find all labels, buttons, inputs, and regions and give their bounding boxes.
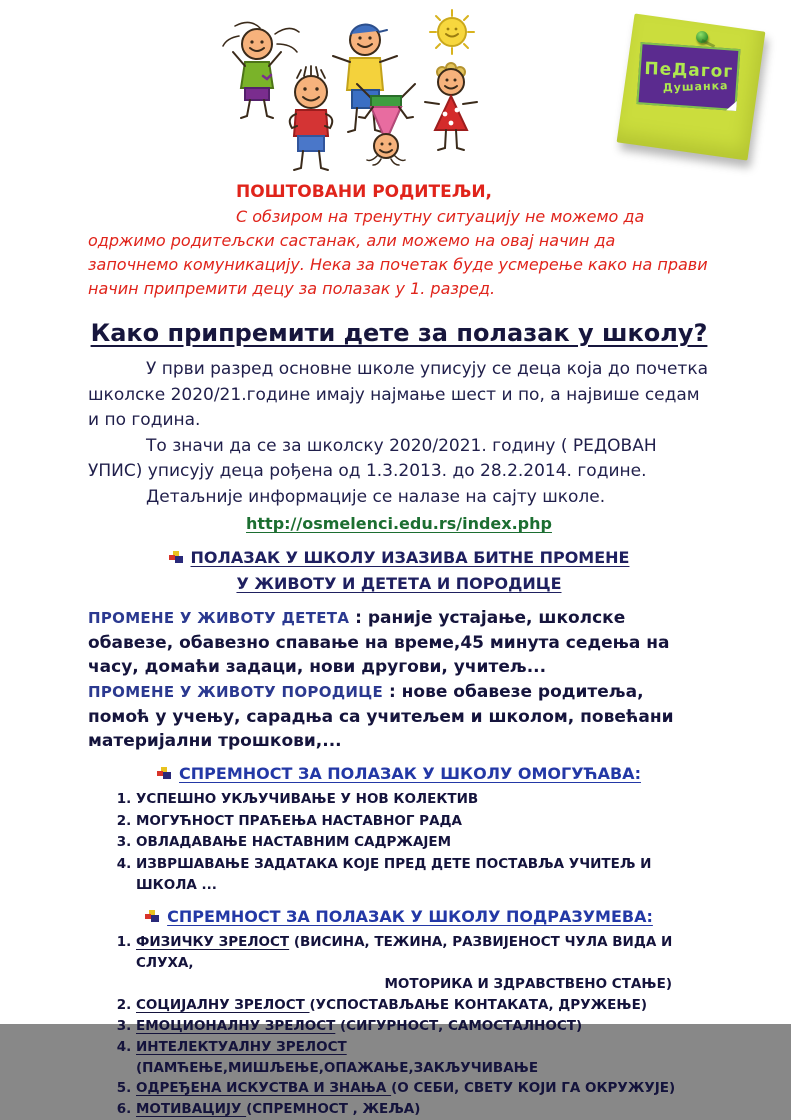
section-heading-implies: СПРЕМНОСТ ЗА ПОЛАЗАК У ШКОЛУ ПОДРАЗУМЕВА: — [88, 907, 710, 926]
page-title: Како припремити дете за полазак у школу? — [90, 319, 708, 347]
list-item: 2. СОЦИЈАЛНУ ЗРЕЛОСТ (УСПОСТАВЉАЊЕ КОНТАКАТА, ДРУЖЕЊЕ) — [136, 995, 710, 1016]
list-item: 1. ФИЗИЧКУ ЗРЕЛОСТ (ВИСИНА, ТЕЖИНА, РАЗВИЈЕНОСТ ЧУЛА ВИДА И СЛУХА, МОТОРИКА И ЗДРАВСТВЕНО СТАЊЕ) — [136, 932, 710, 995]
enables-list — [118, 789, 710, 897]
list-item-term: ЕМОЦИОНАЛНУ ЗРЕЛОСТ — [136, 1017, 336, 1034]
section-heading-changes-line1: ПОЛАЗАК У ШКОЛУ ИЗАЗИВА БИТНЕ ПРОМЕНЕ — [190, 548, 630, 567]
list-item: 2. МОГУЋНОСТ ПРАЋЕЊА НАСТАВНОГ РАДА — [136, 811, 710, 833]
pedagog-label-line1: ПеДагог — [644, 58, 734, 82]
pinwheel-bullet-icon — [157, 767, 171, 780]
enrollment-paragraph-1: У први разред основне школе уписују се деца која до почетка школске 2020/21.године имају најмање шест и по, а највише седам и по година. — [88, 359, 709, 430]
pinwheel-bullet-icon — [169, 551, 183, 564]
list-item: 1. УСПЕШНО УКЉУЧИВАЊЕ У НОВ КОЛЕКТИВ — [136, 789, 710, 811]
section-heading-changes — [88, 545, 710, 596]
list-item-term: ИНТЕЛЕКТУАЛНУ ЗРЕЛОСТ — [136, 1038, 347, 1055]
enrollment-paragraph-2: То значи да се за школску 2020/2021. годину ( РЕДОВАН УПИС) уписују деца рођена од 1.3.2013. до 28.2.2014. године. — [88, 435, 657, 481]
section-heading-changes-line2: У ЖИВОТУ И ДЕТЕТА И ПОРОДИЦЕ — [236, 573, 562, 593]
salutation: ПОШТОВАНИ РОДИТЕЉИ, — [236, 182, 493, 202]
list-item-term: СОЦИЈАЛНУ ЗРЕЛОСТ — [136, 996, 310, 1013]
school-site-link[interactable]: http://osmelenci.edu.rs/index.php — [246, 514, 552, 533]
list-item: 4. ИЗВРШАВАЊЕ ЗАДАТАКА КОЈЕ ПРЕД ДЕТЕ ПОСТАВЉА УЧИТЕЉ И ШКОЛА ... — [136, 854, 710, 897]
list-item-continuation: МОТОРИКА И ЗДРАВСТВЕНО СТАЊЕ) — [384, 975, 672, 992]
pinwheel-bullet-icon — [145, 910, 159, 923]
list-item: 4. ИНТЕЛЕКТУАЛНУ ЗРЕЛОСТ (ПАМЋЕЊЕ,МИШЉЕЊЕ,ОПАЖАЊЕ,ЗАКЉУЧИВАЊЕ — [136, 1037, 710, 1079]
section-heading-enables: СПРЕМНОСТ ЗА ПОЛАЗАК У ШКОЛУ ОМОГУЋАВА: — [88, 764, 710, 783]
list-item: 6. МОТИВАЦИЈУ (СПРЕМНОСТ , ЖЕЉА) — [136, 1099, 710, 1120]
school-site-link-line — [88, 514, 710, 533]
document-body — [88, 0, 710, 1120]
changes-family-text: : нове обавезе родитеља, помоћ у учењу, сарадња са учитељем и школом, повећани материјални трошкови,... — [88, 682, 674, 752]
list-item-term: ОДРЕЂЕНА ИСКУСТВА И ЗНАЊА — [136, 1080, 392, 1097]
implies-list — [118, 932, 710, 1120]
label-fold-corner — [726, 100, 737, 111]
changes-paragraph — [88, 606, 710, 754]
enrollment-paragraph-3: Детаљније информације се налазе на сајту школе. — [146, 486, 606, 507]
changes-family-label: ПРОМЕНЕ У ЖИВОТУ ПОРОДИЦЕ — [88, 683, 384, 702]
pedagog-label-line2: Душанка — [662, 78, 729, 94]
list-item-term: ФИЗИЧКУ ЗРЕЛОСТ — [136, 934, 290, 950]
list-item: 3. ОВЛАДАВАЊЕ НАСТАВНИМ САДРЖАЈЕМ — [136, 832, 710, 854]
list-item: 3. ЕМОЦИОНАЛНУ ЗРЕЛОСТ (СИГУРНОСТ, САМОСТАЛНОСТ) — [136, 1016, 710, 1037]
intro-paragraph: С обзиром на тренутну ситуацију не можемо да одржимо родитељски састанак, али можемо на овај начин да започнемо комуникацију. Нека за почетак буде усмерење како на прави начин припремити децу за полазак у 1. разред. — [88, 207, 708, 298]
list-item: 5. ОДРЕЂЕНА ИСКУСТВА И ЗНАЊА (О СЕБИ, СВЕТУ КОЈИ ГА ОКРУЖУЈЕ) — [136, 1078, 710, 1099]
changes-child-text: : раније устајање, школске обавезе, обавезно спавање на време,45 минута седења на часу, домаћи задаци, нови другови, учитељ... — [88, 608, 670, 678]
list-item-term: МОТИВАЦИЈУ — [136, 1101, 247, 1118]
changes-child-label: ПРОМЕНЕ У ЖИВОТУ ДЕТЕТА — [88, 609, 350, 628]
